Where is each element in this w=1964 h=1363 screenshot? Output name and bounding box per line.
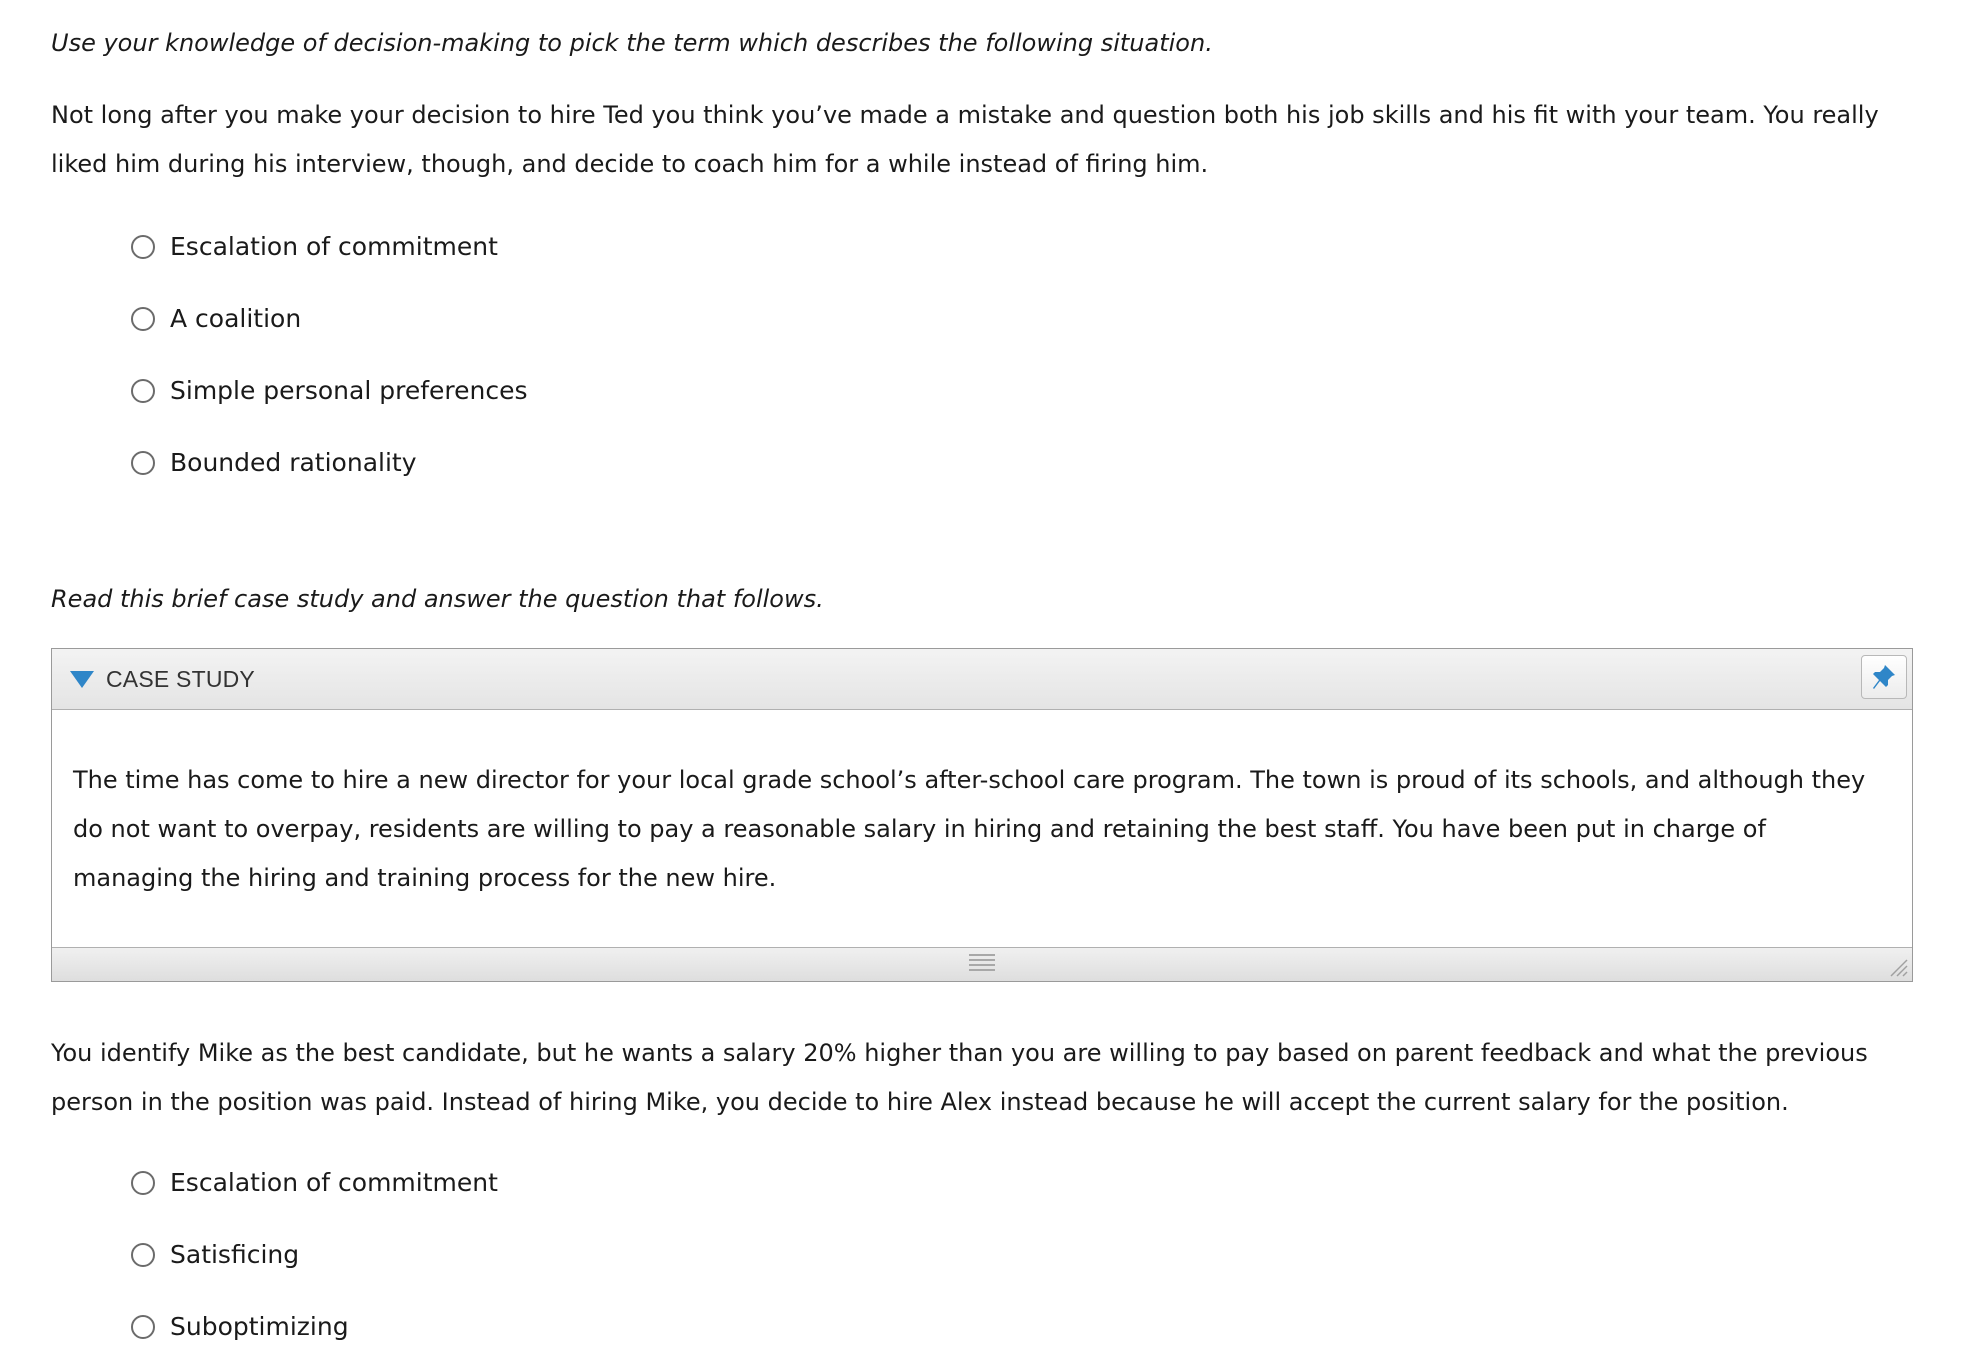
case-study-toggle[interactable] <box>70 666 255 693</box>
case-study-body: The time has come to hire a new director for your local grade school’s after-school care program. The town is proud of its schools, and although they do not want to overpay, residents are willing to pay a reasonable salary in hiring and retaining the best staff. You have been put in charge of managing the hiring and training process for the new hire. <box>73 766 1866 892</box>
case-study-title: CASE STUDY <box>106 665 255 692</box>
answer-option[interactable] <box>131 1291 498 1363</box>
answer-option[interactable] <box>131 1219 498 1291</box>
radio-button[interactable] <box>131 235 155 259</box>
question1-scenario: Not long after you make your decision to hire Ted you think you’ve made a mistake and question both his job skills and his fit with your team. You really liked him during his interview, though, and decide to coach him for a while instead of firing him. <box>51 101 1879 178</box>
question2-options <box>131 1147 498 1363</box>
drag-handle-icon[interactable] <box>969 954 995 974</box>
question1-options <box>131 211 527 499</box>
option-label: A coalition <box>170 304 302 333</box>
answer-option[interactable] <box>131 283 527 355</box>
answer-option[interactable] <box>131 211 527 283</box>
question2-instruction: Read this brief case study and answer the question that follows. <box>51 585 824 613</box>
case-study-footer <box>52 947 1912 981</box>
radio-button[interactable] <box>131 451 155 475</box>
option-label: Simple personal preferences <box>170 376 528 405</box>
case-study-panel <box>51 648 1913 982</box>
answer-option[interactable] <box>131 355 527 427</box>
radio-button[interactable] <box>131 1315 155 1339</box>
option-label: Escalation of commitment <box>170 232 498 261</box>
option-label: Bounded rationality <box>170 448 417 477</box>
answer-option[interactable] <box>131 1147 498 1219</box>
radio-button[interactable] <box>131 379 155 403</box>
option-label: Escalation of commitment <box>170 1168 498 1197</box>
pushpin-icon <box>1871 663 1897 691</box>
question2-scenario: You identify Mike as the best candidate, but he wants a salary 20% higher than you are willing to pay based on parent feedback and what the previous person in the position was paid. Instead of hiring Mike, you decide to hire Alex instead because he will accept the current salary for the position. <box>51 1039 1868 1116</box>
option-label: Suboptimizing <box>170 1312 349 1341</box>
radio-button[interactable] <box>131 1171 155 1195</box>
radio-button[interactable] <box>131 307 155 331</box>
case-study-header <box>52 649 1912 710</box>
answer-option[interactable] <box>131 427 527 499</box>
radio-button[interactable] <box>131 1243 155 1267</box>
collapse-triangle-icon[interactable] <box>70 671 94 688</box>
option-label: Satisficing <box>170 1240 300 1269</box>
pin-button[interactable] <box>1861 655 1907 699</box>
question1-instruction: Use your knowledge of decision-making to pick the term which describes the following situation. <box>51 29 1213 57</box>
resize-grip-icon[interactable] <box>1887 956 1909 978</box>
